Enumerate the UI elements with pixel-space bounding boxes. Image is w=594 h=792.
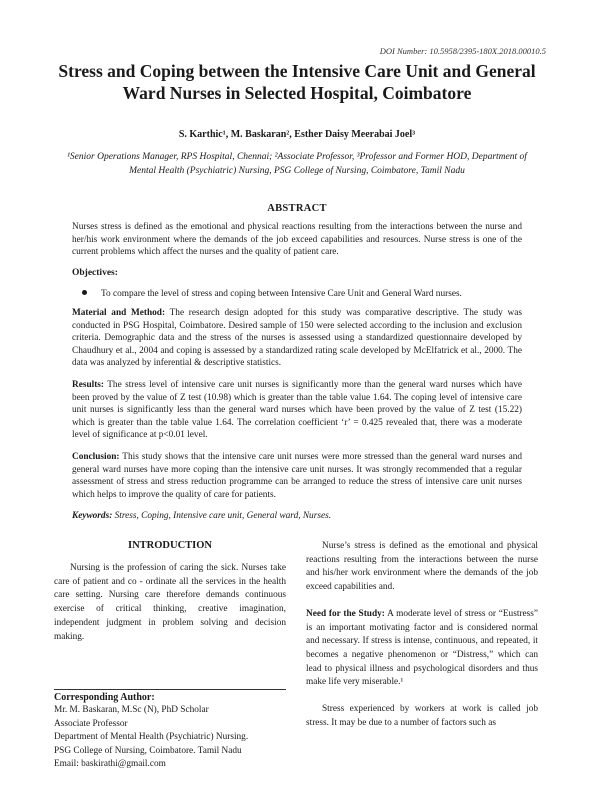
need-for-study-label: Need for the Study: <box>306 608 385 619</box>
need-for-study-paragraph <box>306 608 538 690</box>
corresponding-author-box <box>54 689 286 772</box>
doi-number: DOI Number: 10.5958/2395-180X.2018.00010.5 <box>379 46 546 56</box>
methods-paragraph <box>72 307 522 370</box>
corresponding-department: Department of Mental Health (Psychiatric) Nursing. <box>54 732 249 742</box>
results-text: The stress level of intensive care unit nurses is significantly more than the general ward nurses which have been proved by the value of Z test (10.98) which is greater than the table value 1.64. The coping level of intensive care unit nurses is significantly less than the general ward nurses which have been proved by the value of Z test (15.22) which is greater than the table value 1.64. The correlation coefficient ‘r’ = 0.425 revealed that, there was a moderate level of significance at p<0.01 level. <box>72 380 522 440</box>
introduction-paragraph: Nursing is the profession of caring the sick. Nurses take care of patient and co - ordinate all the services in the health care setting. Nursing care therefore demands continuous exercise of critical thinking, creative imagination, independent judgment in problem solving and decision making. <box>54 563 286 642</box>
conclusion-paragraph <box>72 451 522 501</box>
objectives-heading: Objectives: <box>72 268 118 278</box>
abstract-intro: Nurses stress is defined as the emotional and physical reactions resulting from the interactions between the nurse and her/his work environment where the demands of the job exceed capabilities and resources. Nurse stress is one of the current problems which affect the nurses and the quality of patient care. <box>72 222 522 257</box>
bullet-icon <box>82 290 87 295</box>
abstract-heading: ABSTRACT <box>267 203 327 214</box>
methods-label: Material and Method: <box>72 308 166 318</box>
corresponding-name: Mr. M. Baskaran, M.Sc (N), PhD Scholar <box>54 705 209 715</box>
conclusion-label: Conclusion: <box>72 452 120 462</box>
left-column <box>54 540 286 644</box>
methods-text: The research design adopted for this study was comparative descriptive. The study was conducted in PSG Hospital, Coimbatore. Desired sample of 150 were selected according to the inclusion and exclusion criteria. Demographic data and the stress of the nurses is assessed using a standardized questionnaire developed by Chaudhury et al., 2004 and coping is assessed by a standardized rating scale developed by McElfatrick et al., 2000. The data was analyzed by inferential & descriptive statistics. <box>72 308 522 368</box>
corresponding-author-heading: Corresponding Author: <box>54 692 155 703</box>
corresponding-college: PSG College of Nursing, Coimbatore. Tamil Nadu <box>54 745 242 756</box>
job-stress-paragraph: Stress experienced by workers at work is called job stress. It may be due to a number of factors such as <box>306 704 538 728</box>
results-paragraph <box>72 379 522 442</box>
keywords-text: Stress, Coping, Intensive care unit, General ward, Nurses. <box>112 511 332 521</box>
author-list: S. Karthic¹, M. Baskaran², Esther Daisy Meerabai Joel³ <box>178 129 416 140</box>
objective-text: To compare the level of stress and coping between Intensive Care Unit and General Ward nurses. <box>101 289 462 299</box>
author-affiliations: ¹Senior Operations Manager, RPS Hospital, Chennai; ²Associate Professor, ³Professor and Former HOD, Department of Mental Health (Psychiatric) Nursing, PSG College of Nursing, Coimbatore, Tamil Nadu <box>67 152 527 176</box>
results-label: Results: <box>72 380 105 390</box>
need-for-study-text: A moderate level of stress or “Eustress” is an important motivating factor and is considered normal and necessary. If stress is intense, continuous, and repeated, it becomes a negative phenomenon or “Distress,” which can lead to physical illness and psychological disorders and thus make life very miserable.¹ <box>306 608 538 688</box>
corresponding-email[interactable]: Email: baskirathi@gmail.com <box>54 759 166 769</box>
stress-definition-paragraph: Nurse’s stress is defined as the emotional and physical reactions resulting from the interactions between the nurse and his/her work environment where the demands of the job exceed capabilities and. <box>306 541 538 593</box>
conclusion-text: This study shows that the intensive care unit nurses were more stressed than the general ward nurses and general ward nurses have more coping than the intensive care unit nurses. It was strongly recommended that a regular assessment of stress and stress reduction programme can be arranged to reduce the stress of intensive care unit nurses which helps to improve the quality of care for patients. <box>72 452 522 500</box>
keywords-line <box>72 511 331 521</box>
objective-item <box>82 289 522 299</box>
corresponding-position: Associate Professor <box>54 718 128 729</box>
introduction-heading: INTRODUCTION <box>127 540 212 551</box>
right-column <box>306 540 538 730</box>
paper-title: Stress and Coping between the Intensive Care Unit and General Ward Nurses in Selected Hospital, Coimbatore <box>58 61 536 103</box>
keywords-label: Keywords: <box>72 511 113 521</box>
